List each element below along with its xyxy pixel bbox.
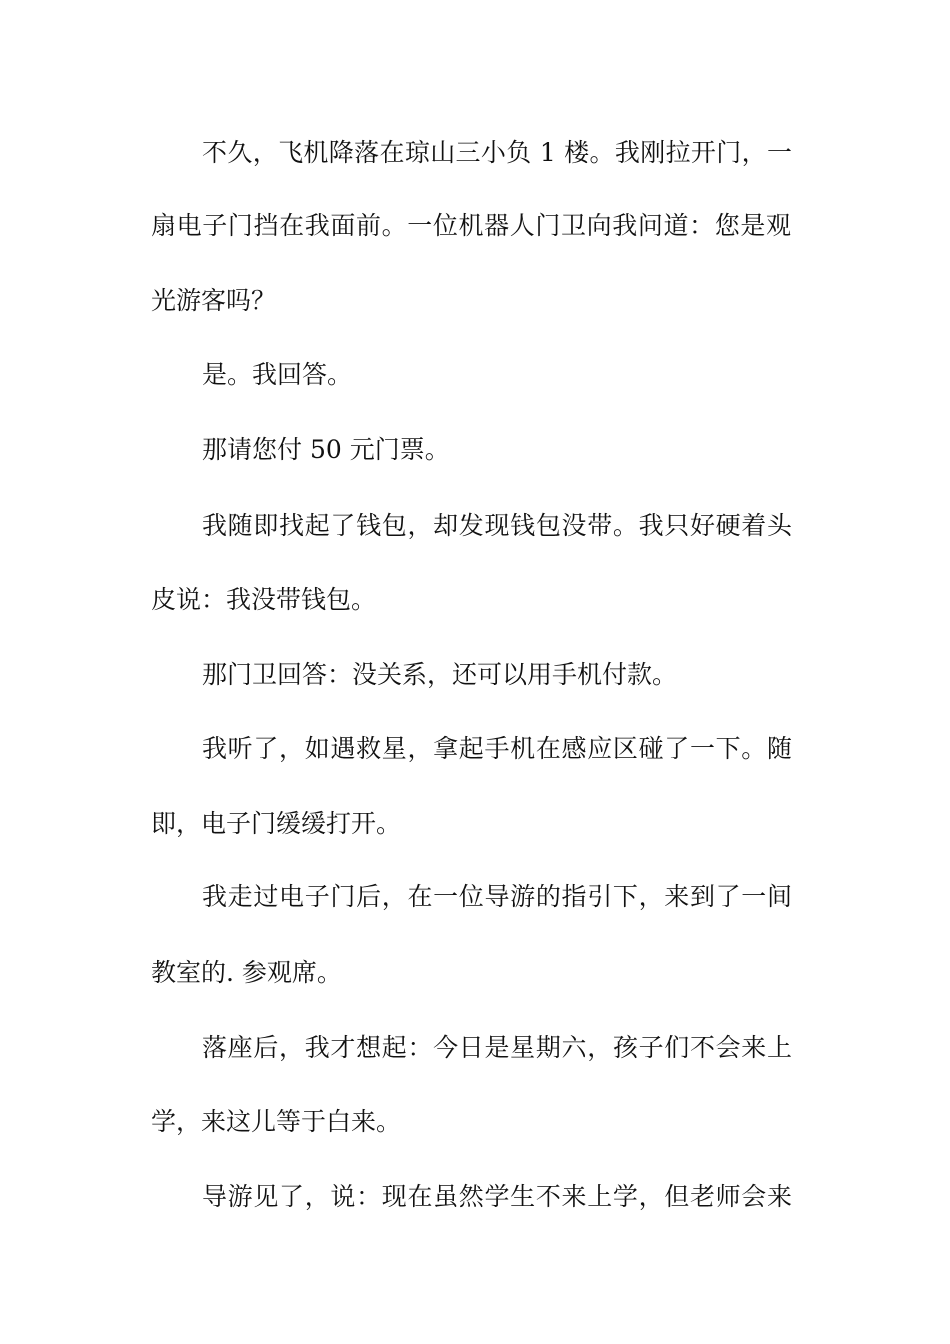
text-line: 学，来这儿等于白来。 bbox=[151, 1107, 402, 1136]
text-line: 即，电子门缓缓打开。 bbox=[151, 809, 402, 838]
text-line: 扇电子门挡在我面前。一位机器人门卫向我问道：您是观 bbox=[151, 211, 791, 240]
text-line: 是。我回答。 bbox=[202, 360, 353, 389]
text-line: 不久，飞机降落在琼山三小负 1 楼。我刚拉开门，一 bbox=[202, 138, 792, 167]
text-line: 教室的. 参观席。 bbox=[151, 958, 342, 987]
text-line: 落座后，我才想起：今日是星期六，孩子们不会来上 bbox=[202, 1033, 792, 1062]
text-line: 我走过电子门后，在一位导游的指引下，来到了一间 bbox=[202, 882, 792, 911]
text-line: 皮说：我没带钱包。 bbox=[151, 585, 377, 614]
text-line: 光游客吗？ bbox=[151, 286, 277, 315]
text-line: 我听了，如遇救星，拿起手机在感应区碰了一下。随 bbox=[202, 734, 792, 763]
text-line: 导游见了，说：现在虽然学生不来上学，但老师会来 bbox=[202, 1182, 792, 1211]
text-line: 那请您付 50 元门票。 bbox=[202, 435, 450, 464]
text-line: 那门卫回答：没关系，还可以用手机付款。 bbox=[202, 660, 678, 689]
text-line: 我随即找起了钱包，却发现钱包没带。我只好硬着头 bbox=[202, 511, 792, 540]
